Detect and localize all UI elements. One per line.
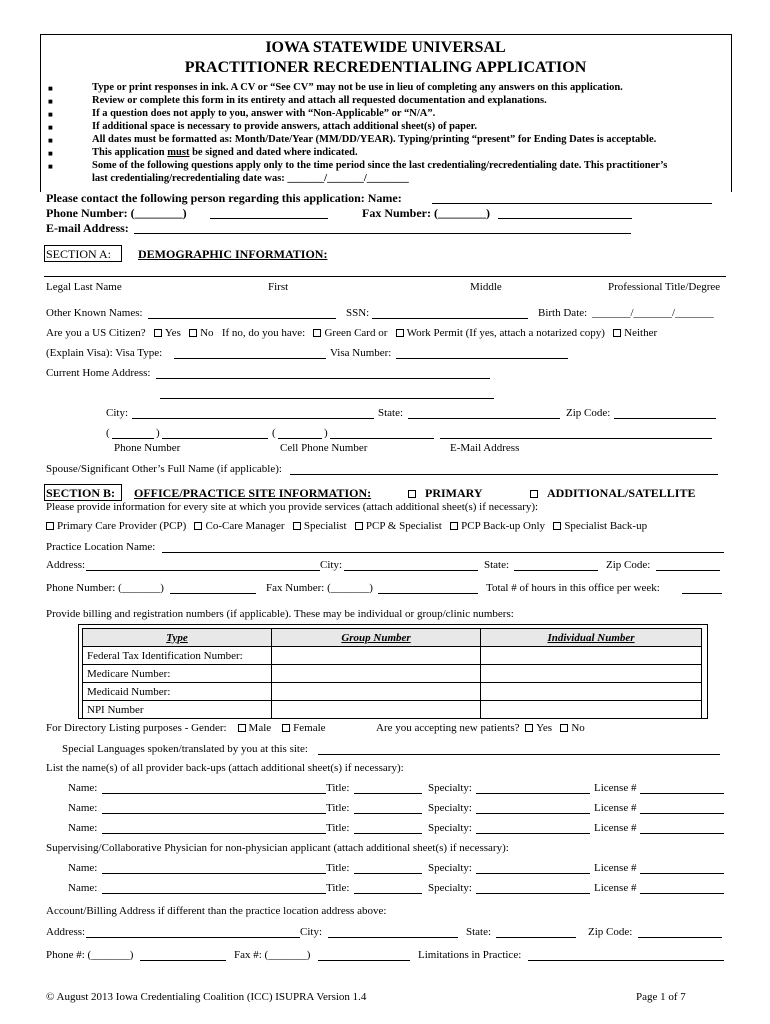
supervisor-title-label: Title:: [326, 862, 350, 874]
individual-number-cell[interactable]: [481, 701, 702, 719]
box-border-left: [40, 82, 41, 192]
legal-last-name-label: Legal Last Name: [46, 281, 122, 293]
supervisor-license-label: License #: [594, 882, 637, 894]
middle-name-label: Middle: [470, 281, 502, 293]
form-title-line1: IOWA STATEWIDE UNIVERSAL: [265, 39, 506, 56]
supervisor-specialty-label: Specialty:: [428, 882, 472, 894]
home-state-label: State:: [378, 407, 404, 419]
backup-title-line[interactable]: [354, 813, 422, 814]
accepting-row: Are you accepting new patients? Yes No: [376, 722, 585, 734]
backup-specialty-line[interactable]: [476, 813, 590, 814]
practice-address-line[interactable]: [86, 570, 320, 571]
box-border-right: [731, 82, 732, 192]
contact-phone-label: Phone Number: (________): [46, 206, 187, 220]
other-names-label: Other Known Names:: [46, 307, 143, 319]
visa-type-label: (Explain Visa): Visa Type:: [46, 347, 163, 359]
directory-row: For Directory Listing purposes - Gender: Male Female: [46, 722, 326, 734]
office-fax-label: Fax Number: (_______): [266, 582, 373, 594]
phone-close-paren: ): [156, 427, 160, 439]
backups-text: List the name(s) of all provider back-ups (attach additional sheet(s) if necessary):: [46, 762, 404, 774]
row-label: Federal Tax Identification Number:: [83, 647, 272, 665]
contact-heading: Please contact the following person regarding this application: Name:: [46, 191, 402, 205]
pcp-checkbox[interactable]: [46, 522, 54, 530]
billing-state-line[interactable]: [496, 937, 576, 938]
male-checkbox[interactable]: [238, 724, 246, 732]
co-care-checkbox[interactable]: [194, 522, 202, 530]
backup-name-label: Name:: [68, 802, 98, 814]
home-city-line[interactable]: [132, 418, 374, 419]
home-state-line[interactable]: [408, 418, 560, 419]
billing-fax-label: Fax #: (_______): [234, 949, 311, 961]
provider-roles-row: Primary Care Provider (PCP) Co-Care Manager Specialist PCP & Specialist PCP Back-up Only Specialist Back-up: [46, 521, 647, 532]
contact-phone-line[interactable]: [210, 218, 328, 219]
billing-state-label: State:: [466, 926, 492, 938]
group-number-cell[interactable]: [272, 683, 481, 701]
bullet: ■: [48, 84, 53, 93]
backup-title-label: Title:: [326, 782, 350, 794]
home-city-label: City:: [106, 407, 129, 419]
backup-name-line[interactable]: [102, 813, 326, 814]
bullet: ■: [48, 110, 53, 119]
work-permit-checkbox[interactable]: [396, 329, 404, 337]
primary-checkbox[interactable]: [408, 490, 416, 498]
spouse-line[interactable]: [290, 474, 718, 475]
cell-close-paren: ): [324, 427, 328, 439]
section-a-title: DEMOGRAPHIC INFORMATION:: [138, 247, 328, 261]
pcp-backup-checkbox[interactable]: [450, 522, 458, 530]
instruction-6: This application must be signed and dated where indicated.: [92, 147, 358, 158]
supervisor-specialty-line[interactable]: [476, 893, 590, 894]
backup-specialty-label: Specialty:: [428, 822, 472, 834]
backup-specialty-line[interactable]: [476, 793, 590, 794]
table-row: [83, 665, 702, 683]
other-names-line[interactable]: [148, 318, 336, 319]
accepting-yes-checkbox[interactable]: [525, 724, 533, 732]
billing-table: [82, 628, 702, 719]
supervisor-name-label: Name:: [68, 862, 98, 874]
backup-title-line[interactable]: [354, 833, 422, 834]
billing-address-label: Address:: [46, 926, 86, 938]
individual-number-cell[interactable]: [481, 683, 702, 701]
supervisor-title-label: Title:: [326, 882, 350, 894]
practice-city-label: City:: [320, 559, 343, 571]
supervisor-license-label: License #: [594, 862, 637, 874]
bullet: ■: [48, 162, 53, 171]
backup-specialty-label: Specialty:: [428, 782, 472, 794]
backup-name-label: Name:: [68, 822, 98, 834]
visa-number-label: Visa Number:: [330, 347, 392, 359]
accepting-no-checkbox[interactable]: [560, 724, 568, 732]
practice-address-label: Address:: [46, 559, 86, 571]
contact-fax-line[interactable]: [498, 218, 632, 219]
contact-email-line[interactable]: [134, 233, 631, 234]
phone-number-label: Phone Number: [114, 442, 181, 454]
cell-open-paren: (: [272, 427, 276, 439]
footer-page-number: Page 1 of 7: [636, 991, 686, 1003]
bullet: ■: [48, 123, 53, 132]
home-zip-line[interactable]: [614, 418, 716, 419]
office-phone-label: Phone Number: (_______): [46, 582, 164, 594]
section-b-title: OFFICE/PRACTICE SITE INFORMATION:: [134, 486, 372, 500]
practice-state-line[interactable]: [514, 570, 598, 571]
group-number-cell[interactable]: [272, 647, 481, 665]
cell-number-label: Cell Phone Number: [280, 442, 368, 454]
table-row: [83, 647, 702, 665]
hours-label: Total # of hours in this office per week:: [486, 582, 660, 594]
female-checkbox[interactable]: [282, 724, 290, 732]
section-b-label: SECTION B:: [46, 486, 116, 500]
practice-location-label: Practice Location Name:: [46, 541, 156, 553]
supervisor-specialty-label: Specialty:: [428, 862, 472, 874]
billing-fax-line[interactable]: [318, 960, 410, 961]
billing-address-line[interactable]: [86, 937, 300, 938]
practice-city-line[interactable]: [344, 570, 478, 571]
email-line[interactable]: [440, 438, 712, 439]
instruction-5: All dates must be formatted as: Month/Date/Year (MM/DD/YEAR). Typing/printing “present” for Ending Dates is acceptable.: [92, 134, 657, 145]
billing-phone-line[interactable]: [140, 960, 226, 961]
supervisor-name-line[interactable]: [102, 893, 326, 894]
supervising-text: Supervising/Collaborative Physician for non-physician applicant (attach additional sheet(s) if necessary):: [46, 842, 509, 854]
home-zip-label: Zip Code:: [566, 407, 611, 419]
home-address-label: Current Home Address:: [46, 367, 151, 379]
practice-zip-line[interactable]: [656, 570, 720, 571]
hours-line[interactable]: [682, 593, 722, 594]
visa-number-line[interactable]: [396, 358, 568, 359]
individual-number-cell[interactable]: [481, 647, 702, 665]
phone-area-line[interactable]: [112, 438, 154, 439]
backup-specialty-line[interactable]: [476, 833, 590, 834]
billing-city-label: City:: [300, 926, 323, 938]
billing-city-line[interactable]: [328, 937, 458, 938]
birth-date-label: Birth Date:: [538, 307, 588, 319]
billing-zip-line[interactable]: [638, 937, 722, 938]
backup-license-line[interactable]: [640, 833, 724, 834]
contact-email-label: E-mail Address:: [46, 221, 129, 235]
citizen-no-checkbox[interactable]: [189, 329, 197, 337]
phone-open-paren: (: [106, 427, 110, 439]
home-address-line1[interactable]: [156, 378, 490, 379]
first-name-label: First: [268, 281, 289, 293]
backup-title-label: Title:: [326, 802, 350, 814]
supervisor-title-line[interactable]: [354, 893, 422, 894]
practice-zip-label: Zip Code:: [606, 559, 651, 571]
supervisor-specialty-line[interactable]: [476, 873, 590, 874]
billing-address-text: Account/Billing Address if different than the practice location address above:: [46, 905, 387, 917]
instruction-8: last credentialing/recredentialing date was: _______/_______/________: [92, 173, 409, 184]
contact-name-line[interactable]: [432, 203, 712, 204]
limitations-label: Limitations in Practice:: [418, 949, 522, 961]
citizen-yes-checkbox[interactable]: [154, 329, 162, 337]
column-header-individual: Individual Number: [481, 629, 702, 647]
group-number-cell[interactable]: [272, 665, 481, 683]
additional-option: ADDITIONAL/SATELLITE: [530, 487, 696, 499]
backup-name-label: Name:: [68, 782, 98, 794]
green-card-checkbox[interactable]: [313, 329, 321, 337]
supervisor-title-line[interactable]: [354, 873, 422, 874]
table-row: [83, 701, 702, 719]
bullet: ■: [48, 149, 53, 158]
additional-checkbox[interactable]: [530, 490, 538, 498]
languages-line[interactable]: [318, 754, 720, 755]
specialist-checkbox[interactable]: [293, 522, 301, 530]
office-fax-line[interactable]: [378, 593, 478, 594]
legal-name-line[interactable]: [44, 276, 726, 277]
backup-title-line[interactable]: [354, 793, 422, 794]
billing-phone-label: Phone #: (_______): [46, 949, 134, 961]
supervisor-name-line[interactable]: [102, 873, 326, 874]
title-degree-label: Professional Title/Degree: [608, 281, 721, 293]
home-address-line2[interactable]: [160, 398, 494, 399]
backup-license-label: License #: [594, 802, 637, 814]
instruction-1: Type or print responses in ink. A CV or “See CV” may not be use in lieu of completing any answers on this application.: [92, 82, 623, 93]
neither-checkbox[interactable]: [613, 329, 621, 337]
ssn-line[interactable]: [372, 318, 528, 319]
row-label: Medicare Number:: [83, 665, 272, 683]
email-label: E-Mail Address: [450, 442, 520, 454]
section-a-label: SECTION A:: [46, 247, 112, 261]
bullet: ■: [48, 97, 53, 106]
primary-option: PRIMARY: [408, 487, 483, 499]
billing-numbers-text: Provide billing and registration numbers (if applicable). These may be individual or group/clinic numbers:: [46, 608, 514, 620]
individual-number-cell[interactable]: [481, 665, 702, 683]
spouse-label: Spouse/Significant Other’s Full Name (if applicable):: [46, 463, 282, 475]
ssn-label: SSN:: [346, 307, 370, 319]
specialist-backup-checkbox[interactable]: [553, 522, 561, 530]
cell-area-line[interactable]: [278, 438, 322, 439]
phone-line[interactable]: [162, 438, 268, 439]
backup-license-label: License #: [594, 822, 637, 834]
provide-info-text: Please provide information for every site at which you provide services (attach additional sheet(s) if necessary):: [46, 501, 539, 513]
birth-date-line[interactable]: _______/_______/_______: [592, 307, 714, 319]
row-label: Medicaid Number:: [83, 683, 272, 701]
bullet: ■: [48, 136, 53, 145]
pcp-specialist-checkbox[interactable]: [355, 522, 363, 530]
practice-location-line[interactable]: [162, 552, 724, 553]
backup-title-label: Title:: [326, 822, 350, 834]
backup-license-label: License #: [594, 782, 637, 794]
citizen-row: Are you a US Citizen? Yes No If no, do you have: Green Card or Work Permit (If yes, attach a notarized copy) Neither: [46, 327, 658, 339]
backup-license-line[interactable]: [640, 813, 724, 814]
limitations-line[interactable]: [528, 960, 724, 961]
backup-name-line[interactable]: [102, 793, 326, 794]
billing-zip-label: Zip Code:: [588, 926, 633, 938]
supervisor-license-line[interactable]: [640, 873, 724, 874]
office-phone-line[interactable]: [170, 593, 256, 594]
languages-label: Special Languages spoken/translated by you at this site:: [62, 743, 308, 755]
column-header-group: Group Number: [272, 629, 481, 647]
visa-type-line[interactable]: [174, 358, 326, 359]
cell-line[interactable]: [330, 438, 434, 439]
supervisor-license-line[interactable]: [640, 893, 724, 894]
supervisor-name-label: Name:: [68, 882, 98, 894]
form-title-line2: PRACTITIONER RECREDENTIALING APPLICATION: [184, 59, 587, 76]
backup-specialty-label: Specialty:: [428, 802, 472, 814]
column-header-type: Type: [83, 629, 272, 647]
footer-copyright: © August 2013 Iowa Credentialing Coalition (ICC) ISUPRA Version 1.4: [46, 991, 367, 1003]
table-row: [83, 683, 702, 701]
contact-fax-label: Fax Number: (________): [362, 206, 490, 220]
backup-name-line[interactable]: [102, 833, 326, 834]
backup-license-line[interactable]: [640, 793, 724, 794]
row-label: NPI Number: [83, 701, 272, 719]
table-header-row: [83, 629, 702, 647]
instruction-2: Review or complete this form in its entirety and attach all requested documentation and explanations.: [92, 95, 547, 106]
instruction-3: If a question does not apply to you, answer with “Non-Applicable” or “N/A”.: [92, 108, 436, 119]
group-number-cell[interactable]: [272, 701, 481, 719]
instruction-4: If additional space is necessary to provide answers, attach additional sheet(s) of paper.: [92, 121, 478, 132]
instruction-7: Some of the following questions apply only to the time period since the last credentialing/recredentialing date. This practitioner’s: [92, 160, 668, 171]
practice-state-label: State:: [484, 559, 510, 571]
